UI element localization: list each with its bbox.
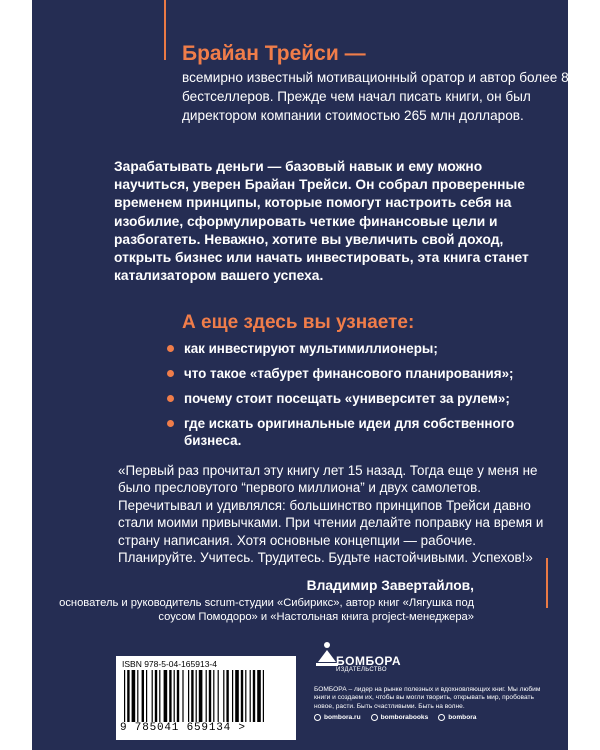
bullet-icon: [167, 345, 174, 352]
bullet-icon: [167, 370, 174, 377]
globe-icon: [314, 714, 321, 721]
bottom-accent-line: [546, 558, 548, 608]
telegram-link[interactable]: bombora: [438, 714, 476, 721]
ean-digits: 9 785041 659134 >: [120, 722, 246, 734]
vk-link[interactable]: bomborabooks: [371, 714, 429, 721]
learn-list: [167, 340, 567, 457]
publisher-description: БОМБОРА – лидер на рынке полезных и вдохновляющих книг. Мы любим книги и создаем их, чтобы вы могли творить, открывать мир, пробовать новое, расти. Быть счастливыми. Быть на волне.: [314, 686, 541, 710]
list-item: где искать оригинальные идеи для собственного бизнеса.: [167, 415, 567, 449]
review-author: Владимир Завертайлов,: [306, 578, 474, 593]
back-cover: [32, 0, 577, 750]
book-description: Зарабатывать деньги — базовый навык и ему можно научиться, уверен Брайан Трейси. Он собрал проверенные временем принципы, которые помогут настроить себя на изобилие, сформулировать четкие финансовые цели и разбогатеть. Неважно, хотите вы увеличить свой доход, открыть бизнес или начать инвестировать, эта книга станет катализатором вашего успеха.: [114, 159, 529, 284]
vk-icon: [371, 714, 378, 721]
author-name: Брайан Трейси —: [182, 42, 366, 65]
barcode: [116, 656, 296, 740]
review-author-credentials: основатель и руководитель scrum-студии «Сибирикс», автор книг «Лягушка под соусом Помодоро» и «Настольная книга project-менеджера»: [59, 597, 474, 623]
learn-heading: А еще здесь вы узнаете:: [182, 312, 415, 333]
review-quote: «Первый раз прочитал эту книгу лет 15 назад. Тогда еще у меня не было пресловутого “первого миллиона” и двух самолетов. Перечитывал и удивлялся: большинство принципов Трейси давно стали моими привычками. При чтении делайте поправку на время и страну написания. Хотя основные концепции — рабочие. Планируйте. Учитесь. Трудитесь. Будьте настойчивыми. Успехов!»: [118, 463, 544, 566]
barcode-bars: [124, 670, 288, 722]
website-link[interactable]: bombora.ru: [314, 714, 361, 721]
author-block: [182, 42, 582, 125]
list-item: что такое «табурет финансового планирования»;: [167, 365, 567, 382]
list-item: как инвестируют мультимиллионеры;: [167, 340, 567, 357]
telegram-icon: [438, 714, 445, 721]
publisher-tagline: ИЗДАТЕЛЬСТВО: [336, 667, 387, 673]
list-item: почему стоит посещать «университет за рулем»;: [167, 390, 567, 407]
isbn-label: ISBN 978-5-04-165913-4: [122, 659, 217, 669]
bullet-icon: [167, 420, 174, 427]
bullet-icon: [167, 395, 174, 402]
top-accent-line: [164, 0, 166, 60]
publisher-name: БОМБОРА: [336, 654, 402, 668]
author-bio: всемирно известный мотивационный оратор и автор более 80 бестселлеров. Прежде чем начал писать книги, он был директором компании стоимостью 265 млн долларов.: [182, 70, 577, 123]
publisher-links: [314, 714, 554, 721]
